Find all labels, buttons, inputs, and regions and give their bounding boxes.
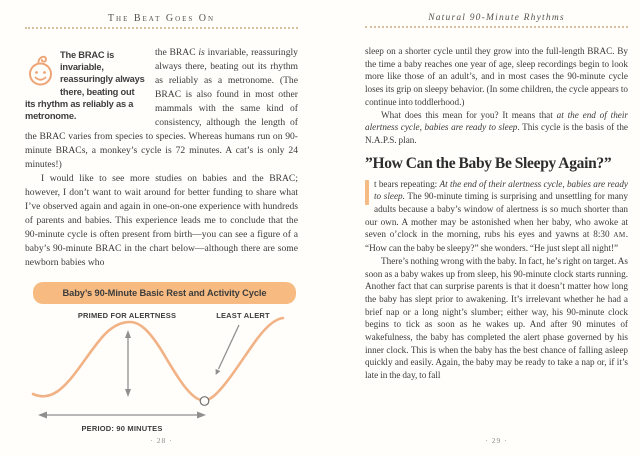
left-body-text [25, 46, 298, 270]
pull-quote-text: The BRAC is invariable, reassuringly always there, beating out its rhythm as reliably as a metronome. [25, 50, 145, 122]
drop-cap-bar [365, 180, 369, 205]
page-number-right: · 29 · [485, 436, 508, 445]
chart-title-banner [33, 282, 296, 304]
right-body-text [365, 45, 628, 382]
label-period: PERIOD: 90 MINUTES [81, 424, 163, 433]
paragraph-text: I would like to see more studies on babies and the BRAC; however, I don’t want to wait around for better funding to share what I’ve observed again and again in one-on-one experience with hundreds of parents and babies. This experience leads me to conclude that the 90-minute cycle is often present from birth—you can see a figure of a baby’s 90-minute BRAC in the chart below—although there are some newborn babies who [25, 173, 298, 268]
running-head-left: The Beat Goes On [107, 13, 216, 24]
paragraph-text: the BRAC is invariable, reassuringly always there, beating out its rhythm as reliably as a metronome. (The BRAC is also found in most other mammals with the same kind of consistency, although the length of the BRAC varies from species to species. Whereas humans run on 90-minute BRACs, a monkey’s cycle is 72 minutes. A cat’s is only 24 minutes!) [25, 47, 298, 170]
brac-cycle-chart [25, 308, 300, 440]
paragraph [25, 172, 298, 270]
amplitude-arrow [125, 330, 131, 397]
least-alert-marker [200, 397, 209, 406]
alertness-curve [33, 318, 283, 400]
paragraph [365, 45, 628, 109]
chart-title: Baby’s 90-Minute Basic Rest and Activity Cycle [62, 288, 267, 298]
pull-quote [25, 49, 145, 122]
label-least-alert: LEAST ALERT [216, 311, 270, 320]
paragraph-text: t bears repeating: At the end of their alertness cycle, babies are ready to sleep. The 90-minute timing is surprising and unsettling for many adults because a baby’s window of alertness is so much shorter than our own. A mother may be astonished when her baby, who awoke at seven o’clock in the morning, rubs his eyes and yawns at 8:30 AM. “How can the baby be sleepy?” she wonders. “He just slept all night!” [365, 178, 628, 254]
paragraph [365, 178, 628, 255]
paragraph-text: What does this mean for you? It means that at the end of their alertness cycle, babies are ready to sleep. This cycle is the basis of the N.A.P.S. plan. [365, 109, 628, 145]
running-head-right: Natural 90-Minute Rhythms [428, 13, 565, 23]
paragraph [365, 109, 628, 147]
period-arrow [38, 412, 206, 419]
header-rule-left [25, 27, 298, 29]
page-number-left: · 28 · [150, 436, 173, 445]
section-heading: ”How Can the Baby Be Sleepy Again?” [365, 154, 612, 172]
paragraph [365, 255, 628, 382]
paragraph [25, 46, 298, 172]
right-page [320, 0, 640, 457]
least-alert-arrow [216, 325, 239, 375]
label-primed-for-alertness: PRIMED FOR ALERTNESS [77, 311, 177, 320]
baby-face-icon [26, 51, 56, 91]
header-rule-right [365, 26, 628, 28]
paragraph-text: There’s nothing wrong with the baby. In fact, he’s right on target. As soon as a baby wakes up from sleep, his 90-minute clock starts running. Another fact that can surprise parents is that it doesn’t matter how long the baby has slept prior to awakening. It’s irrelevant whether he had a brief nap or a long night’s slumber; either way, his 90-minute clock begins to tick as soon as he wakes up. And after 90 minutes of wakefulness, the baby has completed the alert phase governed by his inner clock. This is when the baby has the best chance of falling asleep quickly and easily. Again, the baby may be ready to take a nap or, if it’s late in the day, to fall [365, 255, 628, 381]
paragraph-text: sleep on a shorter cycle until they grow into the full-length BRAC. By the time a baby reaches one year of age, sleep recordings begin to look more like those of an adult’s, and in most cases the 90-minute cycle loses its grip on sleepy behavior. (In some children, the cycle appears to continue into toddlerhood.) [365, 46, 628, 107]
